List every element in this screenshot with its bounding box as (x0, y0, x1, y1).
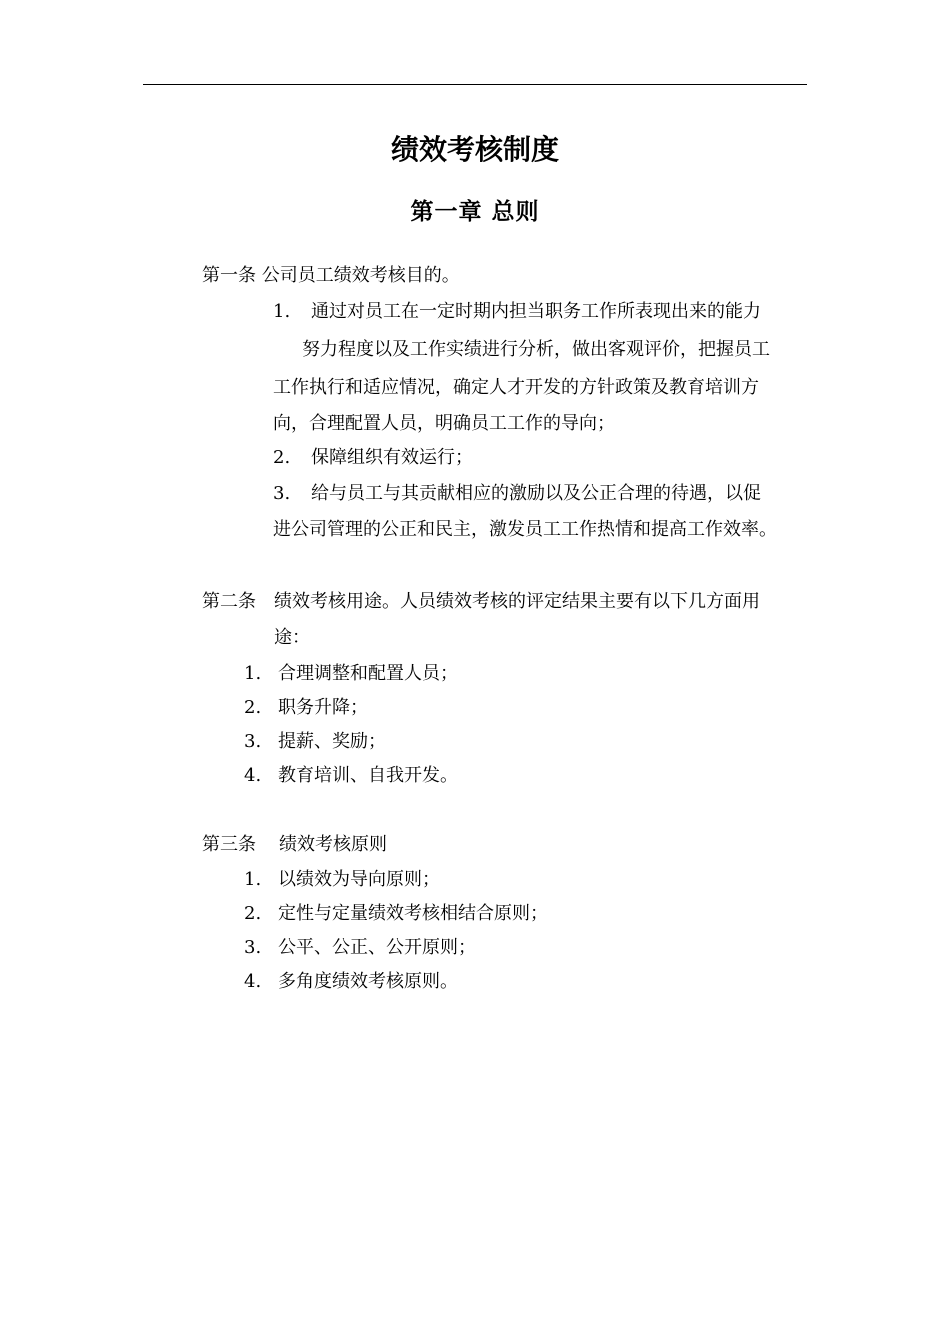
list-item-text: 给与员工与其贡献相应的激励以及公正合理的待遇，以促 (311, 483, 761, 504)
article-2-text-line-2: 途： (274, 627, 310, 648)
article-2-text-line-1: 绩效考核用途。人员绩效考核的评定结果主要有以下几方面用 (274, 591, 760, 612)
article-1-item-3-line-1 (273, 481, 761, 507)
article-3-label: 第三条 (202, 834, 256, 855)
article-1-item-1-line-1 (273, 299, 761, 325)
list-item-text: 合理调整和配置人员； (278, 663, 458, 684)
chapter-title: 第一章 总则 (410, 198, 540, 225)
article-1-item-1-line-3: 工作执行和适应情况，确定人才开发的方针政策及教育培训方 (273, 377, 759, 398)
list-number: 3. (244, 731, 262, 752)
list-number: 2. (273, 447, 291, 468)
list-item-text: 职务升降； (278, 697, 368, 718)
list-item (244, 695, 368, 721)
list-number: 4. (244, 765, 262, 786)
article-1-heading: 第一条 公司员工绩效考核目的。 (202, 265, 460, 286)
article-3-title: 绩效考核原则 (279, 834, 387, 855)
list-item-text: 教育培训、自我开发。 (278, 765, 458, 786)
list-item (244, 901, 548, 927)
list-number: 2. (244, 903, 262, 924)
article-2-heading (202, 589, 760, 615)
list-item-text: 定性与定量绩效考核相结合原则； (278, 903, 548, 924)
list-item (244, 763, 458, 789)
list-number: 4. (244, 971, 262, 992)
article-1-item-3-line-2: 进公司管理的公正和民主，激发员工工作热情和提高工作效率。 (273, 519, 777, 540)
list-number: 3. (244, 937, 262, 958)
document-title: 绩效考核制度 (390, 133, 559, 166)
article-2-label: 第二条 (202, 591, 256, 612)
list-number: 1. (273, 301, 291, 322)
list-item-text: 以绩效为导向原则； (278, 869, 440, 890)
list-item (244, 969, 458, 995)
list-number: 3. (273, 483, 291, 504)
article-1-item-2 (273, 445, 473, 471)
list-item (244, 867, 440, 893)
list-item-text: 提薪、奖励； (278, 731, 386, 752)
header-rule (143, 84, 807, 85)
list-item (244, 729, 386, 755)
article-1-item-1-line-2: 努力程度以及工作实绩进行分析，做出客观评价，把握员工 (302, 339, 770, 360)
list-item (244, 661, 458, 687)
list-number: 2. (244, 697, 262, 718)
article-3-heading (202, 832, 387, 858)
list-item-text: 多角度绩效考核原则。 (278, 971, 458, 992)
list-number: 1. (244, 663, 262, 684)
list-item-text: 公平、公正、公开原则； (278, 937, 476, 958)
list-item-text: 保障组织有效运行； (311, 447, 473, 468)
article-1-item-1-line-4: 向，合理配置人员，明确员工工作的导向； (273, 413, 615, 434)
list-number: 1. (244, 869, 262, 890)
list-item (244, 935, 476, 961)
list-item-text: 通过对员工在一定时期内担当职务工作所表现出来的能力 (311, 301, 761, 322)
